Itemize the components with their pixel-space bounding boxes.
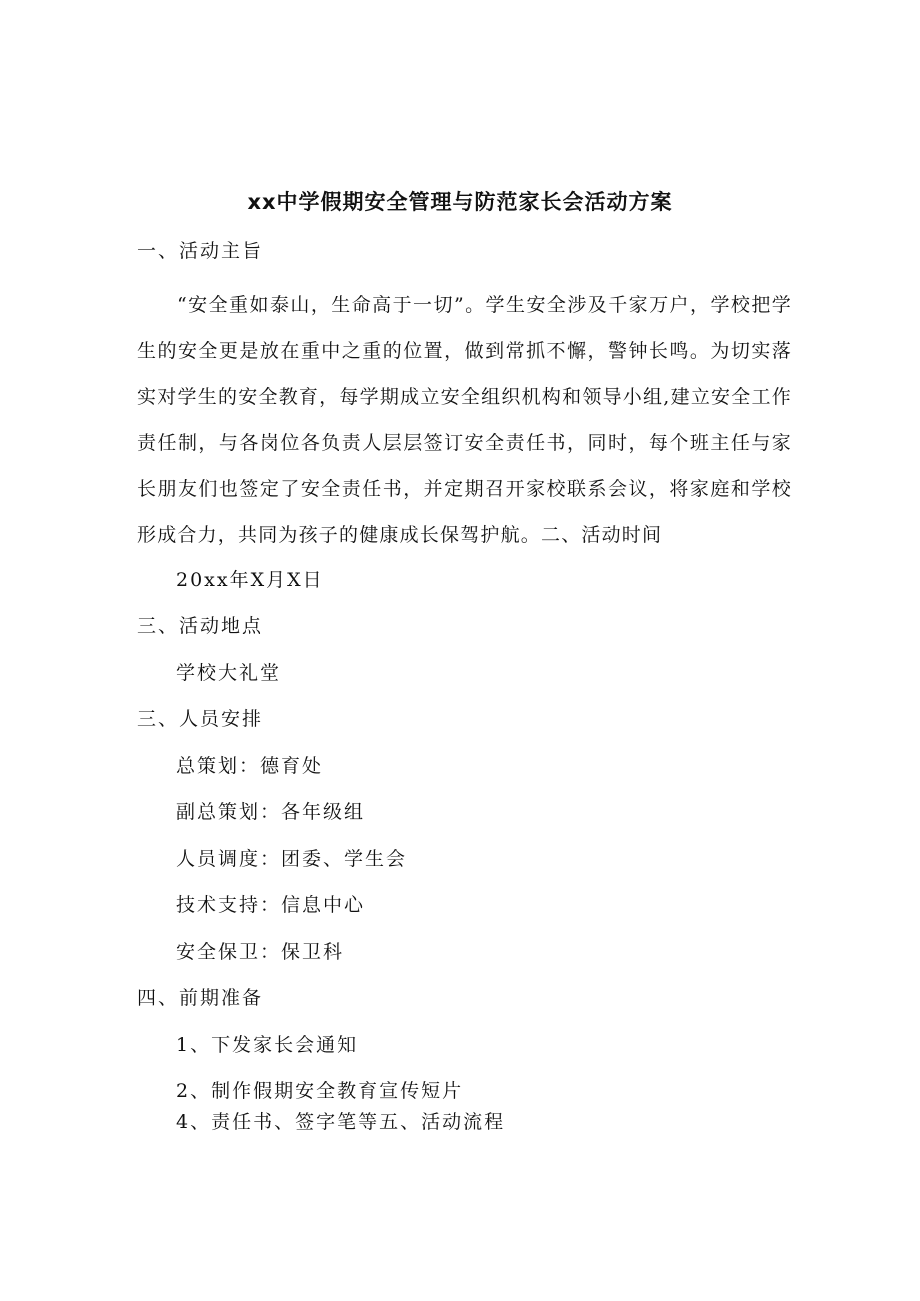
section4-heading: 四、前期准备 [137, 987, 264, 1009]
prep-item: 2、制作假期安全教育宣传短片 [176, 1080, 464, 1102]
prep-item: 1、下发家长会通知 [176, 1034, 359, 1056]
section3-heading: 三、活动地点 [137, 615, 264, 637]
date-line: 20xx年X月X日 [176, 569, 324, 591]
staff-item: 人员调度：团委、学生会 [176, 848, 408, 870]
staff-item: 技术支持：信息中心 [176, 894, 366, 916]
prep-item: 4、责任书、签字笔等五、活动流程 [176, 1111, 506, 1133]
section1-paragraph: “安全重如泰山，生命高于一切”。学生安全涉及千家万户，学校把学生的安全更是放在重中之重的位置，做到常抓不懈，警钟长鸣。为切实落实对学生的安全教育，每学期成立安全组织机构和领导小组,建立安全工作责任制，与各岗位各负责人层层签订安全责任书，同时，每个班主任与家长朋友们也签定了安全责任书，并定期召开家校联系会议，将家庭和学校形成合力，共同为孩子的健康成长保驾护航。二、活动时间 [137, 294, 792, 546]
location-line: 学校大礼堂 [176, 662, 282, 684]
staff-item: 总策划：德育处 [176, 755, 324, 777]
section1-heading: 一、活动主旨 [137, 240, 264, 262]
staff-item: 副总策划：各年级组 [176, 801, 366, 823]
document-title: xx中学假期安全管理与防范家长会活动方案 [247, 190, 673, 214]
staff-heading: 三、人员安排 [137, 708, 264, 730]
staff-item: 安全保卫：保卫科 [176, 941, 345, 963]
